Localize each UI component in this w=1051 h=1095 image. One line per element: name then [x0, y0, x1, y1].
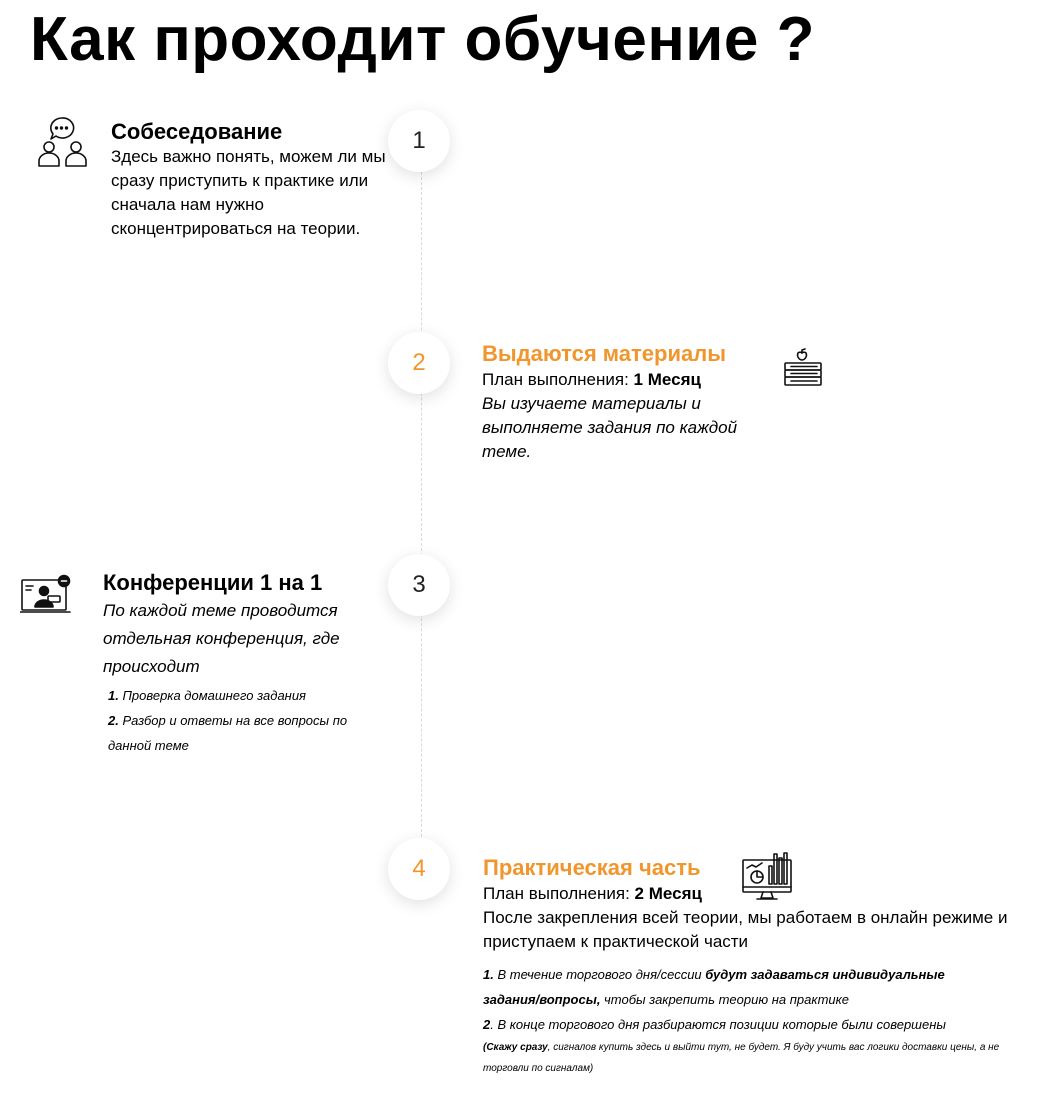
monitor-chart-icon [741, 852, 793, 902]
video-conference-icon [20, 574, 72, 616]
people-chat-icon [36, 116, 92, 168]
list-item: 2. Разбор и ответы на все вопросы по данной теме [108, 713, 348, 753]
step-list [103, 683, 370, 758]
books-apple-icon [782, 347, 824, 389]
step-number-3: 3 [388, 554, 450, 616]
step-number-4: 4 [388, 838, 450, 900]
step-list [483, 962, 1003, 1079]
step-2-content [482, 340, 767, 464]
step-3-content [103, 569, 393, 758]
step-description: Вы изучаете материалы и выполняете задания по каждой теме. [482, 394, 738, 461]
note-text: (Скажу сразу, сигналов купить здесь и выйти тут, не будет. Я буду учить вас логики доставки цены, а не торговли по сигналам) [483, 1042, 1000, 1074]
plan-value: 1 Месяц [633, 370, 701, 389]
list-item: 1. В течение торгового дня/сессии будут задаваться индивидуальные задания/вопросы, чтобы закрепить теорию на практике [483, 967, 945, 1007]
list-item: 2. В конце торгового дня разбираются позиции которые были совершены [483, 1017, 946, 1032]
step-heading: Выдаются материалы [482, 341, 726, 366]
plan-value: 2 Месяц [634, 884, 702, 903]
step-heading: Конференции 1 на 1 [103, 570, 323, 595]
step-description: Здесь важно понять, можем ли мы сразу приступить к практике или сначала нам нужно сконцентрироваться на теории. [111, 147, 386, 238]
page-title: Как проходит обучение ? [30, 5, 815, 74]
step-description: После закрепления всей теории, мы работаем в онлайн режиме и приступаем к практической части [483, 908, 1008, 951]
list-item: 1. Проверка домашнего задания [108, 688, 306, 703]
step-1-content [111, 118, 391, 241]
plan-label: План выполнения: [482, 370, 634, 389]
timeline-line [421, 172, 422, 872]
step-number-2: 2 [388, 332, 450, 394]
step-heading: Практическая часть [483, 855, 701, 880]
step-heading: Собеседование [111, 119, 283, 144]
step-description: По каждой теме проводится отдельная конференция, где происходит [103, 601, 340, 676]
step-plan [482, 368, 767, 392]
step-number-1: 1 [388, 110, 450, 172]
plan-label: План выполнения: [483, 884, 635, 903]
